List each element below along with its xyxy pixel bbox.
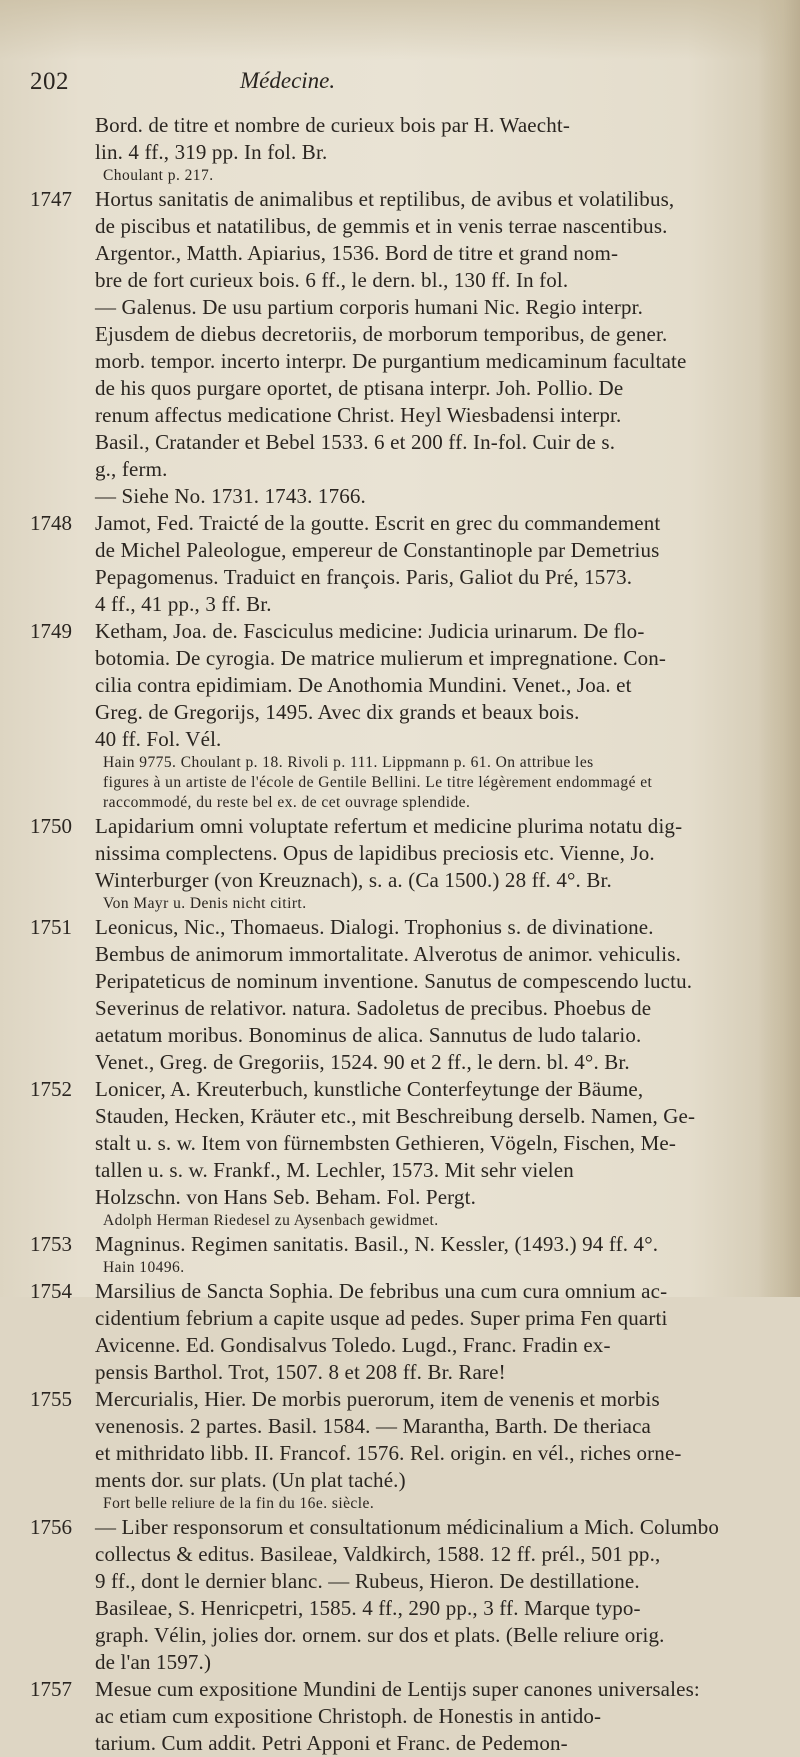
- entry-line: de his quos purgare oportet, de ptisana interpr. Joh. Pollio. De: [95, 376, 624, 400]
- catalog-entries: [0, 112, 800, 1757]
- entry-note-line: Adolph Herman Riedesel zu Aysenbach gewidmet.: [103, 1212, 439, 1229]
- catalog-entry: [0, 813, 800, 914]
- entry-note-line: Hain 9775. Choulant p. 18. Rivoli p. 111. Lippmann p. 61. On attribue les: [103, 754, 594, 771]
- entry-line: cidentium febrium a capite usque ad pedes. Super prima Fen quarti: [95, 1306, 668, 1330]
- entry-line: ac etiam cum expositione Christoph. de Honestis in antido-: [95, 1704, 602, 1728]
- entry-number: 1753: [30, 1232, 72, 1256]
- entry-line: Basileae, S. Henricpetri, 1585. 4 ff., 290 pp., 3 ff. Marque typo-: [95, 1596, 641, 1620]
- entry-number: 1750: [30, 814, 72, 838]
- entry-note-line: raccommodé, du reste bel ex. de cet ouvrage splendide.: [103, 794, 471, 811]
- entry-line: — Siehe No. 1731. 1743. 1766.: [95, 484, 366, 508]
- entry-line: Lapidarium omni voluptate refertum et medicine plurima notatu dig-: [95, 814, 683, 838]
- entry-line: renum affectus medicatione Christ. Heyl Wiesbadensi interpr.: [95, 403, 622, 427]
- entry-line: et mithridato libb. II. Francof. 1576. Rel. origin. en vél., riches orne-: [95, 1441, 682, 1465]
- entry-line: Magninus. Regimen sanitatis. Basil., N. Kessler, (1493.) 94 ff. 4°.: [95, 1232, 659, 1256]
- entry-line: Basil., Cratander et Bebel 1533. 6 et 200 ff. In-fol. Cuir de s.: [95, 430, 616, 454]
- entry-line: aetatum moribus. Bonominus de alica. Sannutus de ludo talario.: [95, 1023, 642, 1047]
- entry-number: 1747: [30, 187, 72, 211]
- entry-line: tarium. Cum addit. Petri Apponi et Franc. de Pedemon-: [95, 1731, 568, 1755]
- catalog-entry: [0, 1386, 800, 1514]
- entry-number: 1754: [30, 1279, 72, 1303]
- entry-line: 40 ff. Fol. Vél.: [95, 727, 222, 751]
- entry-line: Bord. de titre et nombre de curieux bois par H. Waecht-: [95, 113, 571, 137]
- entry-text: [95, 1514, 755, 1676]
- entry-line: nissima complectens. Opus de lapidibus preciosis etc. Vienne, Jo.: [95, 841, 655, 865]
- entry-line: de piscibus et natatilibus, de gemmis et in venis terrae nascentibus.: [95, 214, 668, 238]
- entry-line: Avicenne. Ed. Gondisalvus Toledo. Lugd., Franc. Fradin ex-: [95, 1333, 611, 1357]
- entry-note-line: Von Mayr u. Denis nicht citirt.: [103, 895, 307, 912]
- entry-text: [95, 510, 755, 618]
- entry-text: [95, 914, 755, 1076]
- entry-line: 9 ff., dont le dernier blanc. — Rubeus, Hieron. De destillatione.: [95, 1569, 640, 1593]
- catalog-entry: [0, 186, 800, 510]
- entry-number: 1757: [30, 1677, 72, 1701]
- entry-note-line: Choulant p. 217.: [103, 167, 214, 184]
- entry-text: [95, 186, 755, 510]
- entry-line: Venet., Greg. de Gregoriis, 1524. 90 et 2 ff., le dern. bl. 4°. Br.: [95, 1050, 630, 1074]
- entry-number: 1755: [30, 1387, 72, 1411]
- entry-line: morb. tempor. incerto interpr. De purgantium medicaminum facultate: [95, 349, 687, 373]
- running-head: Médecine.: [240, 68, 336, 93]
- entry-number: 1752: [30, 1077, 72, 1101]
- entry-line: tallen u. s. w. Frankf., M. Lechler, 1573. Mit sehr vielen: [95, 1158, 574, 1182]
- entry-number: 1749: [30, 619, 72, 643]
- entry-line: Bembus de animorum immortalitate. Alverotus de animor. vehiculis.: [95, 942, 681, 966]
- entry-line: de Michel Paleologue, empereur de Constantinople par Demetrius: [95, 538, 660, 562]
- entry-line: — Galenus. De usu partium corporis humani Nic. Regio interpr.: [95, 295, 644, 319]
- catalog-entry: [0, 1278, 800, 1386]
- entry-line: Ejusdem de diebus decretoriis, de morborum temporibus, de gener.: [95, 322, 668, 346]
- entry-line: Leonicus, Nic., Thomaeus. Dialogi. Trophonius s. de divinatione.: [95, 915, 654, 939]
- entry-line: Severinus de relativor. natura. Sadoletus de precibus. Phoebus de: [95, 996, 652, 1020]
- entry-note-line: figures à un artiste de l'école de Gentile Bellini. Le titre légèrement endommagé et: [103, 774, 653, 791]
- page-header: [0, 68, 800, 104]
- entry-note-line: Hain 10496.: [103, 1259, 185, 1276]
- entry-line: Stauden, Hecken, Kräuter etc., mit Beschreibung derselb. Namen, Ge-: [95, 1104, 696, 1128]
- entry-line: Hortus sanitatis de animalibus et reptilibus, de avibus et volatilibus,: [95, 187, 675, 211]
- entry-line: ments dor. sur plats. (Un plat taché.): [95, 1468, 406, 1492]
- entry-line: Winterburger (von Kreuznach), s. a. (Ca 1500.) 28 ff. 4°. Br.: [95, 868, 612, 892]
- entry-line: venenosis. 2 partes. Basil. 1584. — Marantha, Barth. De theriaca: [95, 1414, 652, 1438]
- entry-line: Holzschn. von Hans Seb. Beham. Fol. Pergt.: [95, 1185, 476, 1209]
- entry-note-line: Fort belle reliure de la fin du 16e. siècle.: [103, 1495, 375, 1512]
- entry-line: botomia. De cyrogia. De matrice mulierum et impregnatione. Con-: [95, 646, 667, 670]
- entry-text: [95, 1278, 755, 1386]
- entry-text: [95, 1386, 755, 1514]
- entry-line: Mesue cum expositione Mundini de Lentijs super canones universales:: [95, 1677, 700, 1701]
- entry-line: Pepagomenus. Traduict en françois. Paris, Galiot du Pré, 1573.: [95, 565, 633, 589]
- entry-line: Ketham, Joa. de. Fasciculus medicine: Judicia urinarum. De flo-: [95, 619, 645, 643]
- entry-number: 1751: [30, 915, 72, 939]
- entry-text: [95, 1076, 755, 1231]
- entry-line: stalt u. s. w. Item von fürnembsten Gethieren, Vögeln, Fischen, Me-: [95, 1131, 677, 1155]
- entry-line: Jamot, Fed. Traicté de la goutte. Escrit en grec du commandement: [95, 511, 661, 535]
- entry-line: g., ferm.: [95, 457, 168, 481]
- entry-line: bre de fort curieux bois. 6 ff., le dern. bl., 130 ff. In fol.: [95, 268, 569, 292]
- page-number: 202: [30, 68, 69, 95]
- entry-line: — Liber responsorum et consultationum médicinalium a Mich. Columbo: [95, 1515, 720, 1539]
- catalog-entry: [0, 914, 800, 1076]
- entry-line: graph. Vélin, jolies dor. ornem. sur dos et plats. (Belle reliure orig.: [95, 1623, 665, 1647]
- entry-text: [95, 813, 755, 914]
- entry-line: Lonicer, A. Kreuterbuch, kunstliche Conterfeytunge der Bäume,: [95, 1077, 644, 1101]
- catalog-entry: [0, 1231, 800, 1278]
- entry-number: 1748: [30, 511, 72, 535]
- entry-line: Mercurialis, Hier. De morbis puerorum, item de venenis et morbis: [95, 1387, 660, 1411]
- entry-line: Marsilius de Sancta Sophia. De febribus una cum cura omnium ac-: [95, 1279, 668, 1303]
- entry-number: 1756: [30, 1515, 72, 1539]
- entry-text: [95, 1676, 755, 1757]
- catalog-entry: [0, 1514, 800, 1676]
- entry-line: Argentor., Matth. Apiarius, 1536. Bord de titre et grand nom-: [95, 241, 619, 265]
- page-top-shadow: [0, 0, 800, 60]
- entry-line: cilia contra epidimiam. De Anothomia Mundini. Venet., Joa. et: [95, 673, 632, 697]
- entry-line: pensis Barthol. Trot, 1507. 8 et 208 ff. Br. Rare!: [95, 1360, 506, 1384]
- catalog-entry: [0, 618, 800, 813]
- catalog-entry: [0, 510, 800, 618]
- entry-line: Greg. de Gregorijs, 1495. Avec dix grands et beaux bois.: [95, 700, 580, 724]
- entry-text: [95, 618, 755, 813]
- entry-line: lin. 4 ff., 319 pp. In fol. Br.: [95, 140, 328, 164]
- entry-line: Peripateticus de nominum inventione. Sanutus de compescendo luctu.: [95, 969, 693, 993]
- catalog-entry: [0, 112, 800, 186]
- entry-line: 4 ff., 41 pp., 3 ff. Br.: [95, 592, 272, 616]
- catalog-entry: [0, 1676, 800, 1757]
- catalog-entry: [0, 1076, 800, 1231]
- entry-line: collectus & editus. Basileae, Valdkirch, 1588. 12 ff. prél., 501 pp.,: [95, 1542, 661, 1566]
- entry-text: [95, 112, 755, 186]
- entry-line: de l'an 1597.): [95, 1650, 212, 1674]
- entry-text: [95, 1231, 755, 1278]
